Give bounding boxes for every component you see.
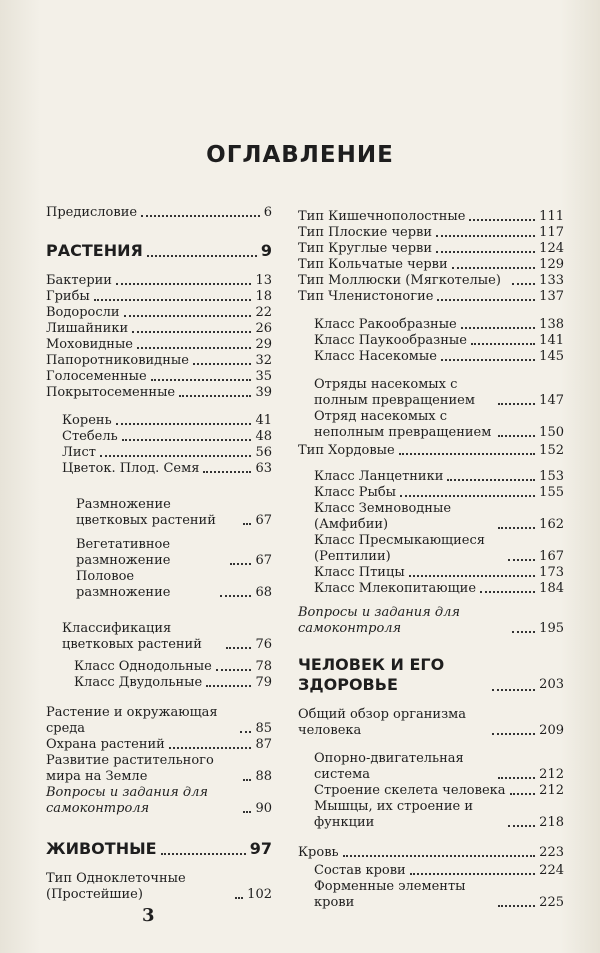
toc-entry[interactable] <box>298 257 564 273</box>
entry-title: Класс Ракообразные <box>314 317 457 332</box>
toc-entry[interactable] <box>298 273 564 289</box>
entry-page: 13 <box>255 273 272 288</box>
leader-dots <box>203 471 251 473</box>
entry-title: Вопросы и задания для самоконтроля <box>46 785 209 816</box>
entry-title: Кровь <box>298 845 339 860</box>
entry-title: Корень <box>62 413 112 428</box>
leader-dots <box>498 527 535 529</box>
entry-title: Отряды насекомых с полным превращением <box>314 377 475 408</box>
toc-entry[interactable] <box>314 565 564 581</box>
toc-entry[interactable] <box>46 337 272 353</box>
entry-title: Лишайники <box>46 321 129 336</box>
toc-entry[interactable] <box>314 485 564 501</box>
entry-title: Растение и окружающая среда <box>46 705 218 736</box>
leader-dots <box>498 905 535 907</box>
toc-entry[interactable] <box>314 333 564 349</box>
leader-dots <box>343 855 536 857</box>
leader-dots <box>436 235 535 237</box>
toc-left-column <box>46 205 272 903</box>
entry-title: Класс Ланцетники <box>314 469 444 484</box>
toc-entry[interactable] <box>46 753 272 785</box>
leader-dots <box>216 669 252 671</box>
leader-dots <box>437 299 535 301</box>
entry-title: Отряд насекомых с неполным превращением <box>314 409 492 440</box>
entry-title: Класс Паукообразные <box>314 333 467 348</box>
entry-page: 141 <box>539 333 564 348</box>
entry-title: Форменные элементы крови <box>314 879 466 910</box>
entry-title: Размножение цветковых растений <box>76 497 216 528</box>
entry-page: 124 <box>539 241 564 256</box>
toc-entry[interactable] <box>298 225 564 241</box>
entry-page: 212 <box>539 767 564 782</box>
leader-dots <box>124 315 252 317</box>
leader-dots <box>512 283 535 285</box>
entry-title: Мышцы, их строение и функции <box>314 799 473 830</box>
entry-page: 26 <box>255 321 272 336</box>
entry-page: 48 <box>255 429 272 444</box>
entry-title: РАСТЕНИЯ <box>46 241 143 260</box>
entry-title: Класс Двудольные <box>74 675 203 690</box>
entry-title: Класс Однодольные <box>74 659 212 674</box>
entry-page: 87 <box>255 737 272 752</box>
toc-entry[interactable] <box>74 659 272 675</box>
entry-title: ЧЕЛОВЕК И ЕГО ЗДОРОВЬЕ <box>298 655 445 694</box>
leader-dots <box>122 439 252 441</box>
entry-title: Тип Хордовые <box>298 443 395 458</box>
leader-dots <box>206 685 251 687</box>
toc-entry[interactable] <box>62 429 272 445</box>
leader-dots <box>480 591 535 593</box>
leader-dots <box>508 559 535 561</box>
entry-page: 97 <box>249 839 272 858</box>
leader-dots <box>179 395 251 397</box>
toc-right-column <box>298 209 564 911</box>
entry-title: Тип Одноклеточные (Простейшие) <box>46 871 186 902</box>
toc-entry[interactable] <box>298 605 564 637</box>
entry-page: 184 <box>539 581 564 596</box>
page-number: 3 <box>142 905 155 926</box>
leader-dots <box>161 853 246 855</box>
entry-title: Охрана растений <box>46 737 165 752</box>
entry-title: Лист <box>62 445 96 460</box>
toc-section-heading[interactable] <box>46 839 272 859</box>
toc-entry[interactable] <box>46 737 272 753</box>
entry-title: Класс Пресмыкающиеся (Рептилии) <box>314 533 485 564</box>
entry-title: Тип Членистоногие <box>298 289 434 304</box>
leader-dots <box>243 523 251 525</box>
entry-title: Стебель <box>62 429 118 444</box>
entry-title: Вопросы и задания для самоконтроля <box>298 605 461 636</box>
leader-dots <box>116 283 251 285</box>
entry-page: 218 <box>539 815 564 830</box>
toc-entry[interactable] <box>62 461 272 477</box>
entry-page: 137 <box>539 289 564 304</box>
toc-entry[interactable] <box>314 317 564 333</box>
entry-page: 85 <box>255 721 272 736</box>
entry-page: 152 <box>539 443 564 458</box>
leader-dots <box>409 575 536 577</box>
toc-entry[interactable] <box>298 443 564 459</box>
entry-title: Опорно-двигательная система <box>314 751 464 782</box>
toc-entry[interactable] <box>314 349 564 365</box>
entry-page: 79 <box>255 675 272 690</box>
toc-entry[interactable] <box>298 241 564 257</box>
entry-page: 102 <box>247 887 272 902</box>
entry-title: Голосеменные <box>46 369 147 384</box>
toc-entry[interactable] <box>46 369 272 385</box>
entry-page: 41 <box>255 413 272 428</box>
toc-section-heading[interactable] <box>298 655 564 695</box>
entry-page: 67 <box>255 513 272 528</box>
entry-title: Классификация цветковых растений <box>62 621 202 652</box>
toc-entry[interactable] <box>314 409 564 441</box>
toc-entry[interactable] <box>298 845 564 861</box>
entry-title: Моховидные <box>46 337 133 352</box>
leader-dots <box>447 479 535 481</box>
toc-entry[interactable] <box>46 705 272 737</box>
leader-dots <box>508 825 535 827</box>
entry-page: 68 <box>255 585 272 600</box>
entry-title: Тип Кишечнополостные <box>298 209 466 224</box>
entry-page: 209 <box>539 723 564 738</box>
entry-page: 155 <box>539 485 564 500</box>
entry-page: 129 <box>539 257 564 272</box>
entry-page: 212 <box>539 783 564 798</box>
leader-dots <box>498 435 535 437</box>
leader-dots <box>492 689 535 691</box>
leader-dots <box>498 403 535 405</box>
leader-dots <box>400 495 535 497</box>
toc-entry[interactable] <box>314 751 564 783</box>
toc-entry[interactable] <box>314 799 564 831</box>
entry-page: 147 <box>539 393 564 408</box>
entry-page: 225 <box>539 895 564 910</box>
entry-title: Бактерии <box>46 273 112 288</box>
leader-dots <box>452 267 536 269</box>
entry-page: 88 <box>255 769 272 784</box>
toc-entry[interactable] <box>314 863 564 879</box>
leader-dots <box>510 793 536 795</box>
toc-entry[interactable] <box>46 321 272 337</box>
entry-title: Папоротниковидные <box>46 353 189 368</box>
toc-entry[interactable] <box>46 785 272 817</box>
leader-dots <box>469 219 535 221</box>
entry-page: 167 <box>539 549 564 564</box>
toc-entry[interactable] <box>314 533 564 565</box>
leader-dots <box>220 595 251 597</box>
toc-entry[interactable] <box>314 377 564 409</box>
toc-entry[interactable] <box>46 385 272 401</box>
entry-title: Тип Кольчатые черви <box>298 257 448 272</box>
leader-dots <box>116 423 252 425</box>
leader-dots <box>132 331 251 333</box>
entry-title: Водоросли <box>46 305 120 320</box>
leader-dots <box>512 631 535 633</box>
entry-page: 195 <box>539 621 564 636</box>
entry-page: 162 <box>539 517 564 532</box>
entry-page: 90 <box>255 801 272 816</box>
entry-page: 117 <box>539 225 564 240</box>
leader-dots <box>240 731 251 733</box>
leader-dots <box>410 873 535 875</box>
toc-entry[interactable] <box>62 445 272 461</box>
toc-entry[interactable] <box>46 273 272 289</box>
leader-dots <box>461 327 535 329</box>
leader-dots <box>498 777 535 779</box>
entry-title: Состав крови <box>314 863 406 878</box>
entry-title: Класс Земноводные (Амфибии) <box>314 501 452 532</box>
entry-title: Цветок. Плод. Семя <box>62 461 200 476</box>
entry-title: Покрытосеменные <box>46 385 176 400</box>
toc-entry[interactable] <box>74 675 272 691</box>
leader-dots <box>94 299 252 301</box>
toc-section-heading[interactable] <box>46 241 272 261</box>
entry-page: 6 <box>263 205 272 220</box>
entry-page: 56 <box>255 445 272 460</box>
leader-dots <box>492 733 535 735</box>
toc-entry[interactable] <box>62 621 272 653</box>
entry-page: 32 <box>255 353 272 368</box>
entry-title: Развитие растительного мира на Земле <box>46 753 214 784</box>
toc-entry[interactable] <box>76 537 272 569</box>
leader-dots <box>441 359 535 361</box>
leader-dots <box>141 215 260 217</box>
toc-entry[interactable] <box>76 569 272 601</box>
toc-entry[interactable] <box>46 205 272 221</box>
entry-page: 22 <box>255 305 272 320</box>
leader-dots <box>436 251 535 253</box>
entry-title: Тип Плоские черви <box>298 225 433 240</box>
entry-title: Класс Насекомые <box>314 349 437 364</box>
entry-page: 39 <box>255 385 272 400</box>
toc-entry[interactable] <box>298 209 564 225</box>
toc-entry[interactable] <box>62 413 272 429</box>
toc-entry[interactable] <box>46 353 272 369</box>
page-title: ОГЛАВЛЕНИЕ <box>206 142 394 168</box>
toc-entry[interactable] <box>46 305 272 321</box>
entry-page: 29 <box>255 337 272 352</box>
toc-entry[interactable] <box>298 289 564 305</box>
entry-page: 9 <box>260 241 272 260</box>
entry-page: 173 <box>539 565 564 580</box>
entry-page: 203 <box>539 677 564 692</box>
entry-page: 138 <box>539 317 564 332</box>
leader-dots <box>169 747 252 749</box>
toc-entry[interactable] <box>298 707 564 739</box>
entry-title: Тип Круглые черви <box>298 241 432 256</box>
toc-entry[interactable] <box>46 871 272 903</box>
entry-page: 111 <box>539 209 564 224</box>
leader-dots <box>471 343 535 345</box>
entry-title: ЖИВОТНЫЕ <box>46 839 157 858</box>
entry-title: Предисловие <box>46 205 138 220</box>
entry-title: Строение скелета человека <box>314 783 506 798</box>
entry-page: 78 <box>255 659 272 674</box>
toc-entry[interactable] <box>76 497 272 529</box>
leader-dots <box>243 779 251 781</box>
entry-page: 223 <box>539 845 564 860</box>
entry-page: 76 <box>255 637 272 652</box>
leader-dots <box>243 811 251 813</box>
entry-title: Половое размножение <box>76 569 171 600</box>
leader-dots <box>235 897 243 899</box>
entry-page: 18 <box>255 289 272 304</box>
entry-page: 145 <box>539 349 564 364</box>
toc-entry[interactable] <box>314 783 564 799</box>
entry-page: 150 <box>539 425 564 440</box>
entry-page: 63 <box>255 461 272 476</box>
leader-dots <box>193 363 252 365</box>
leader-dots <box>399 453 535 455</box>
entry-title: Вегетативное размножение <box>76 537 171 568</box>
entry-page: 133 <box>539 273 564 288</box>
entry-title: Класс Рыбы <box>314 485 397 500</box>
entry-title: Тип Моллюски (Мягкотелые) <box>298 273 501 288</box>
leader-dots <box>100 455 251 457</box>
leader-dots <box>151 379 252 381</box>
leader-dots <box>226 647 251 649</box>
toc-entry[interactable] <box>314 501 564 533</box>
entry-page: 67 <box>255 553 272 568</box>
entry-title: Общий обзор организма человека <box>298 707 467 738</box>
entry-page: 224 <box>539 863 564 878</box>
leader-dots <box>230 563 251 565</box>
entry-page: 35 <box>255 369 272 384</box>
entry-title: Класс Млекопитающие <box>314 581 477 596</box>
leader-dots <box>147 255 257 257</box>
entry-title: Класс Птицы <box>314 565 405 580</box>
entry-title: Грибы <box>46 289 90 304</box>
toc-entry[interactable] <box>314 581 564 597</box>
toc-entry[interactable] <box>314 469 564 485</box>
toc-entry[interactable] <box>46 289 272 305</box>
toc-entry[interactable] <box>314 879 564 911</box>
leader-dots <box>137 347 251 349</box>
entry-page: 153 <box>539 469 564 484</box>
